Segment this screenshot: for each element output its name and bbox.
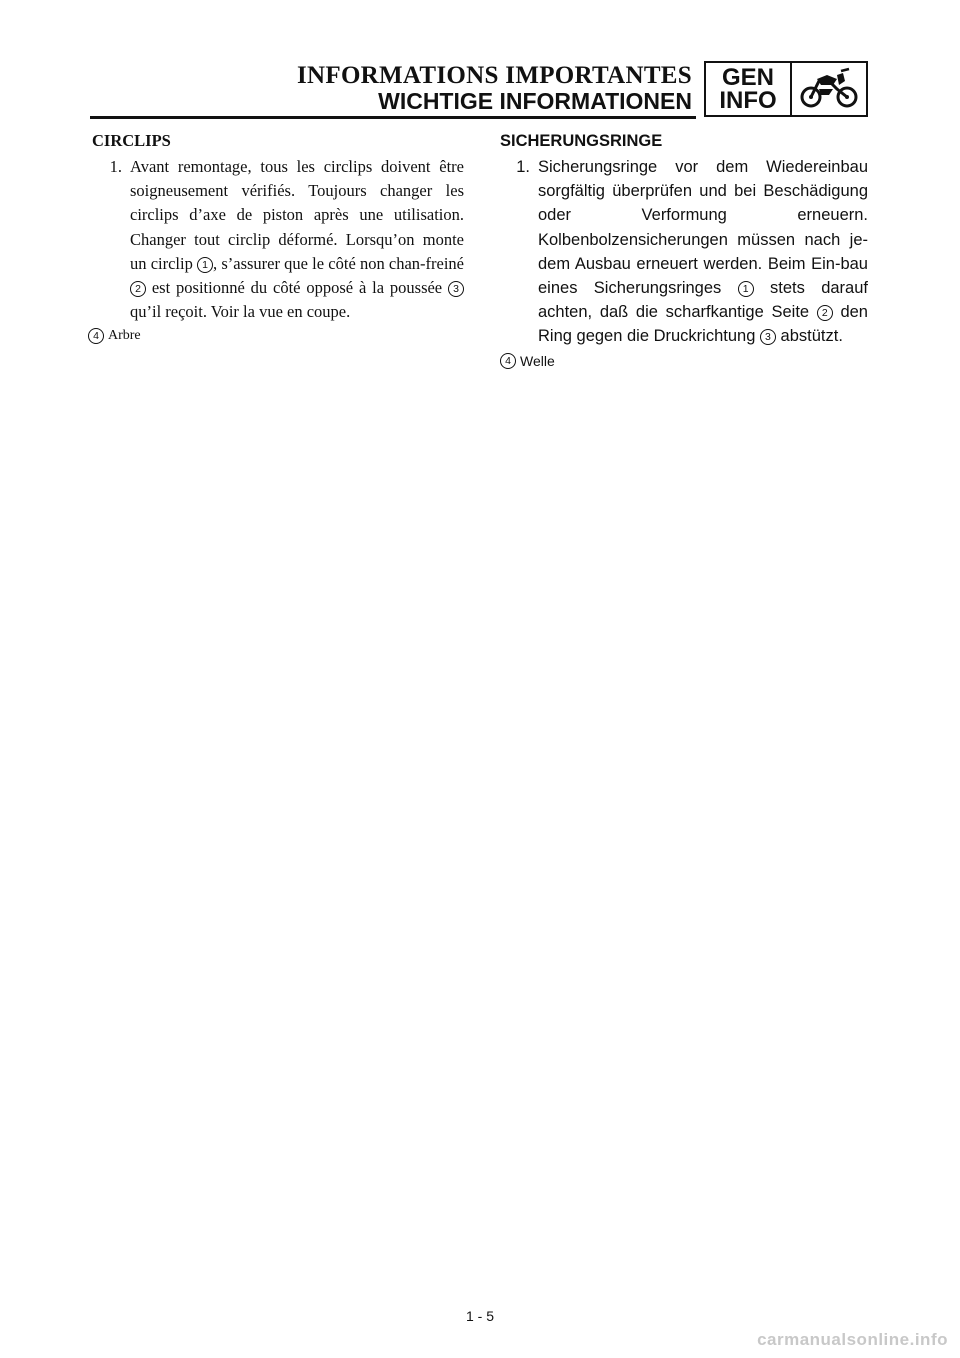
french-text-d: qu’il reçoit. Voir la vue en coupe.: [130, 302, 351, 322]
callout-3: 3: [760, 329, 776, 345]
german-item-text: [538, 155, 868, 349]
gen-info-badge: [704, 61, 868, 117]
section-title-french: INFORMATIONS IMPORTANTES: [296, 62, 692, 89]
page-header: [0, 0, 960, 125]
german-legend: [500, 351, 868, 371]
german-text-c: den Ring gegen die Druckrichtung: [538, 303, 868, 346]
french-legend-text: Arbre: [108, 328, 141, 344]
callout-1: 1: [738, 281, 754, 297]
watermark: carmanualsonline.info: [757, 1330, 948, 1349]
callout-4: 4: [88, 328, 104, 344]
callout-2: 2: [130, 281, 146, 297]
callout-3: 3: [448, 281, 464, 297]
german-legend-text: Welle: [520, 352, 555, 369]
badge-label: [706, 63, 792, 115]
french-legend: [88, 326, 464, 346]
callout-1: 1: [197, 257, 213, 273]
german-heading: SICHERUNGSRINGE: [500, 132, 663, 150]
german-column: [500, 128, 868, 371]
callout-4: 4: [500, 353, 516, 369]
french-heading: CIRCLIPS: [92, 131, 171, 150]
french-column: [92, 128, 464, 346]
motorcycle-icon: [792, 63, 866, 115]
section-title-german: WICHTIGE INFORMATIONEN: [378, 88, 692, 114]
callout-2: 2: [817, 305, 833, 321]
page-number: 1 - 5: [465, 1308, 494, 1324]
french-text-b: , s’assurer que le côté non chan-freiné: [213, 253, 464, 273]
french-list-item: [92, 155, 464, 324]
french-item-text: [130, 155, 464, 324]
german-text-a: Sicherungsringe vor dem Wiedereinbau sorgfältig überprüfen und bei Beschädigung oder Verformung erneuern. Kolbenbolzensicherungen müssen nach je-dem Ausbau erneuert werden. Beim Ein-bau eines Sicherungsringes: [538, 158, 868, 298]
german-text-b: stets darauf achten, daß die scharfkantige Seite: [538, 279, 868, 322]
french-text-c: est positionné du côté opposé à la poussée: [146, 278, 448, 298]
badge-line-info: INFO: [719, 87, 777, 114]
german-text-d: abstützt.: [775, 327, 843, 346]
badge-line-gen: GEN: [721, 64, 774, 91]
french-item-number: 1.: [109, 157, 122, 176]
french-text-a: Avant remontage, tous les circlips doivent être soigneusement vérifiés. Toujours changer les circlips d’axe de piston après une utilisation. Changer tout circlip déformé. Lorsqu’on monte un circlip: [130, 157, 464, 273]
header-rule: [90, 116, 696, 119]
german-item-number: 1.: [516, 158, 530, 176]
german-list-item: [500, 155, 868, 349]
